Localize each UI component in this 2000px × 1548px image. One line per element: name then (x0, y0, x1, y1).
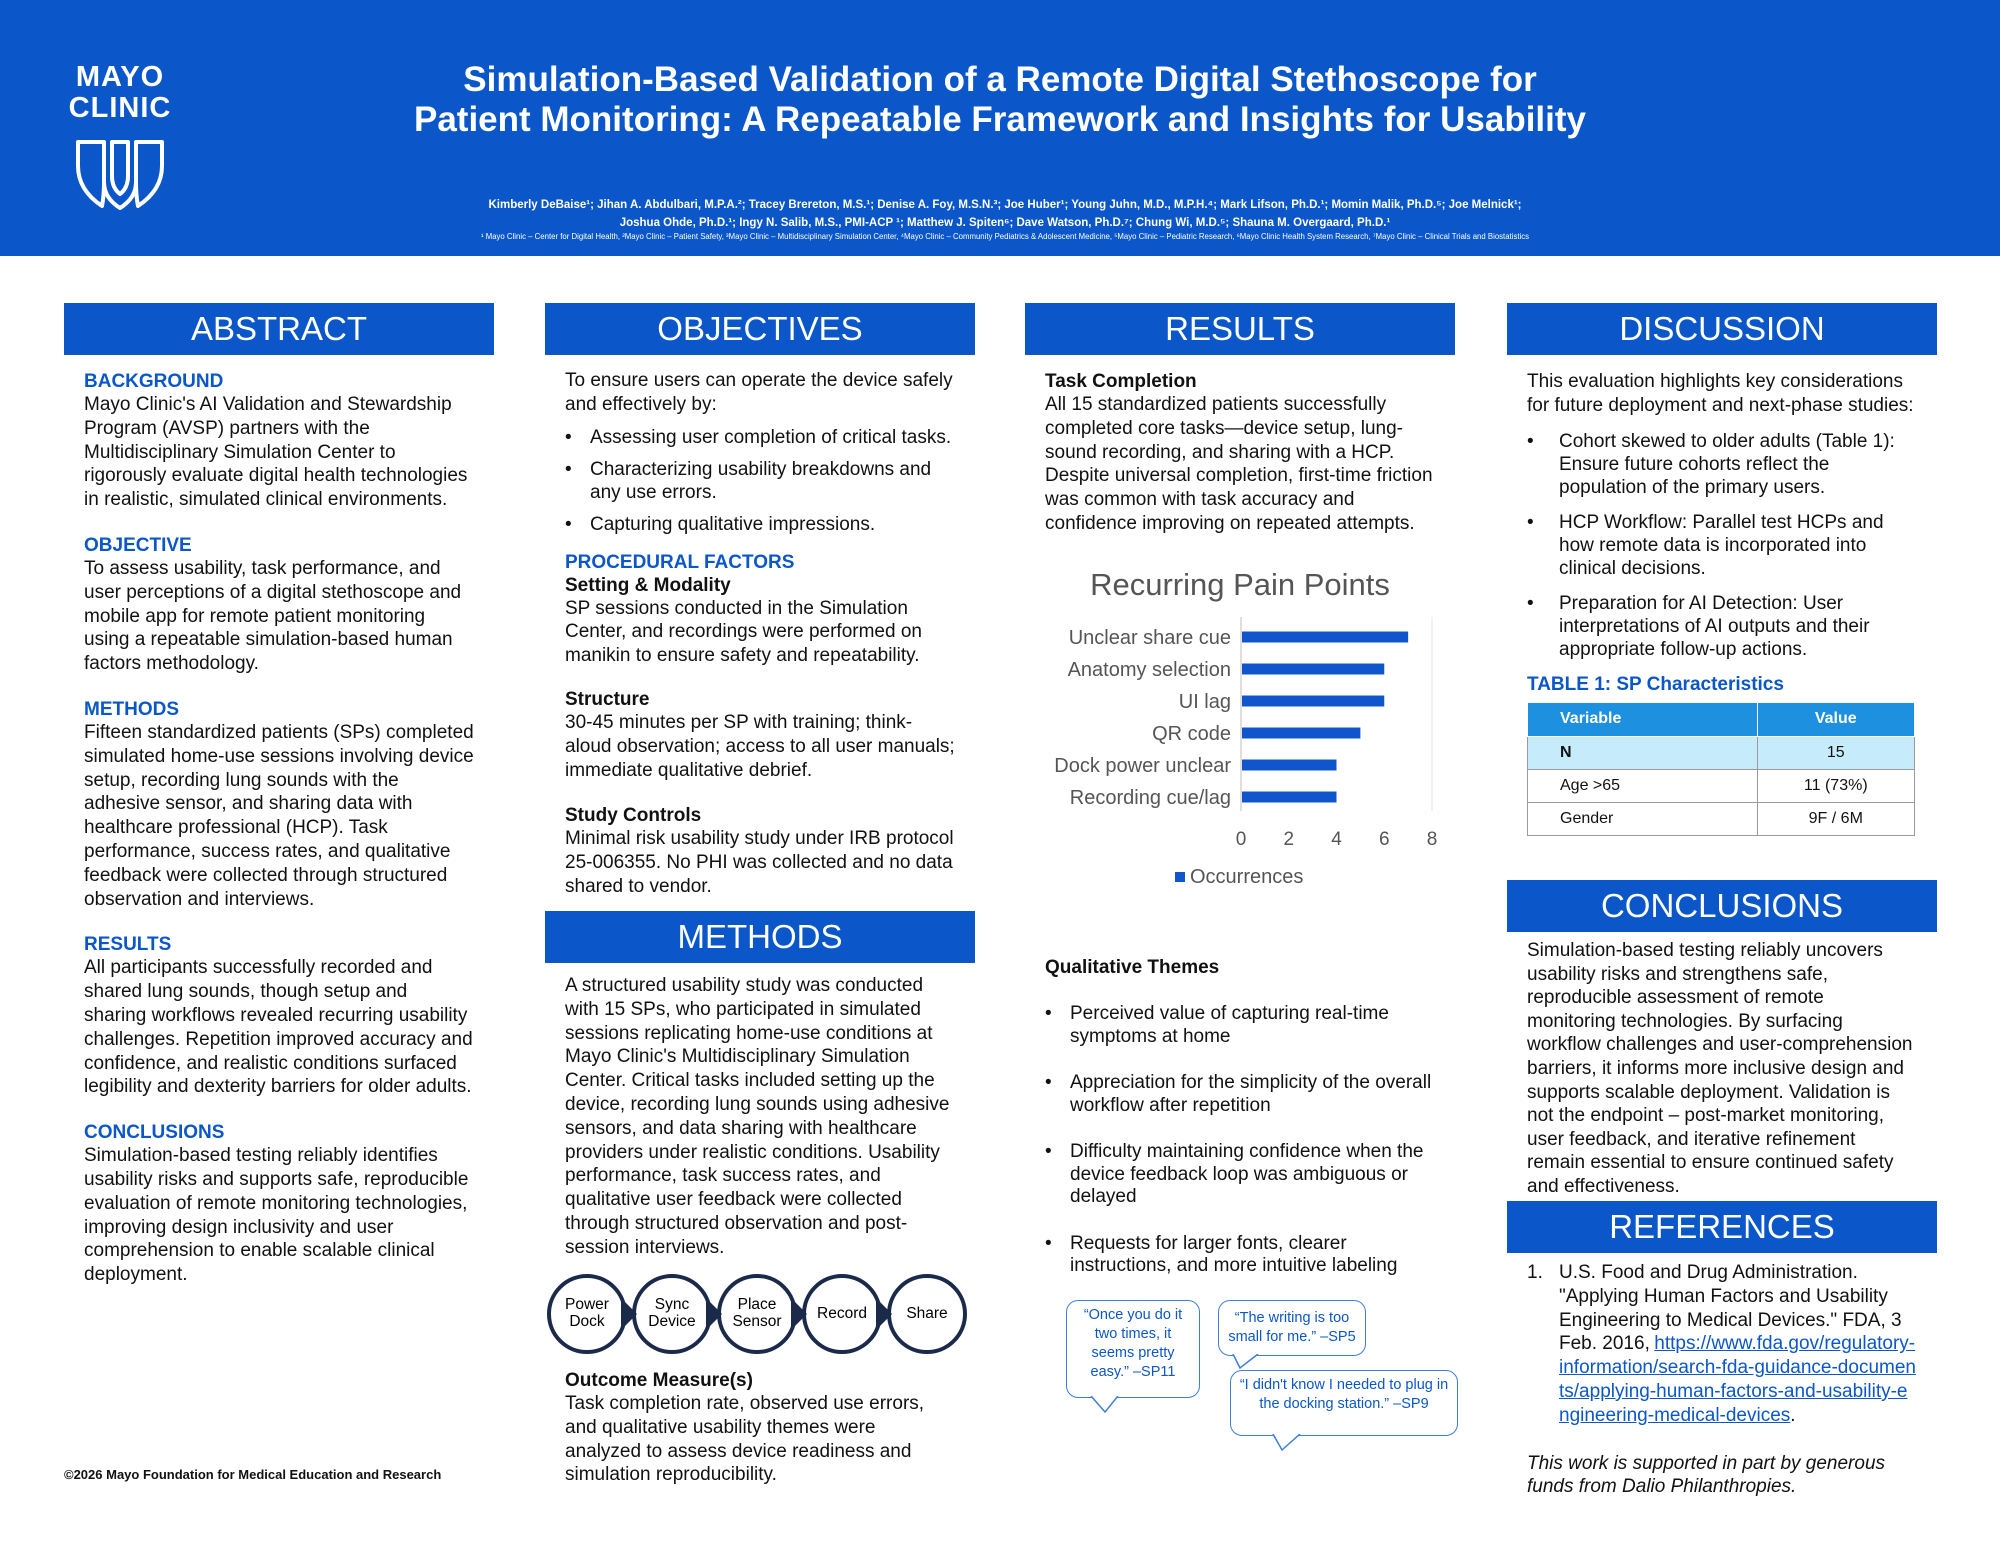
table-cell: Gender (1528, 802, 1758, 835)
legend-label: Occurrences (1190, 866, 1304, 888)
author-list (360, 196, 1650, 232)
legend-swatch (1175, 872, 1185, 882)
table-row (1528, 769, 1915, 802)
bar (1242, 696, 1384, 707)
references-heading: REFERENCES (1507, 1201, 1937, 1253)
quote-text: “The writing is too small for me.” –SP5 (1228, 1310, 1356, 1345)
category-label: UI lag (1178, 691, 1231, 713)
logo-line-2: CLINIC (68, 92, 172, 124)
category-label: QR code (1152, 723, 1231, 745)
category-label: Dock power unclear (1054, 755, 1231, 777)
category-label: Recording cue/lag (1069, 787, 1231, 809)
step-label: Dock (569, 1313, 605, 1330)
pain-points-chart (1025, 555, 1455, 905)
table-header-row (1528, 702, 1915, 736)
x-tick-label: 0 (1235, 829, 1247, 850)
task-completion-text: All 15 standardized patients successfully completed core tasks—device setup, lung-sound recording, and sharing with a HCP. Despite universal completion, first-time friction was common with task accuracy and confidence improving on repeated attempts. (1045, 394, 1433, 534)
structure-heading: Structure (565, 688, 650, 710)
authors-line-2: Joshua Ohde, Ph.D.¹; Ingy N. Salib, M.S., PMI-ACP ¹; Matthew J. Spiten⁶; Dave Watson, Ph.D.⁷; Chung Wi, M.D.⁵; Shauna M. Overgaard, Ph.D.¹ (619, 217, 1391, 229)
sp-characteristics-table (1527, 702, 1915, 836)
methods-text: Fifteen standardized patients (SPs) completed simulated home-use sessions involving device setup, recording lung sounds with the adhesive sensor, and sharing data with healthcare professional (HCP). Task performance, success rates, and qualitative feedback were collected through structured observation and interviews. (84, 721, 474, 910)
table-cell: 15 (1757, 736, 1914, 769)
abstract-heading: ABSTRACT (64, 303, 494, 355)
process-chain (545, 1270, 975, 1358)
bubble-tail (1090, 1396, 1120, 1414)
category-label: Anatomy selection (1067, 659, 1231, 681)
copyright: ©2026 Mayo Foundation for Medical Education and Research (64, 1467, 442, 1482)
objective-heading: OBJECTIVE (84, 534, 192, 556)
authors-line-1: Kimberly DeBaise¹; Jihan A. Abdulbari, M.P.A.²; Tracey Brereton, M.S.¹; Denise A. Foy, M.S.N.³; Joe Huber¹; Young Juhn, M.D., M.P.H.⁴; Mark Lifson, Ph.D.¹; Momin Malik, Ph.D.⁵; Joe Melnick¹; (488, 199, 1522, 211)
list-item: • HCP Workflow: Parallel test HCPs and how remote data is incorporated into clinical decisions. (1527, 511, 1917, 580)
list-item: • Capturing qualitative impressions. (565, 514, 955, 537)
objectives-intro: To ensure users can operate the device safely and effectively by: (565, 370, 953, 415)
conclusions-heading-bar: CONCLUSIONS (1507, 880, 1937, 932)
list-item: • Preparation for AI Detection: User interpretations of AI outputs and their appropriate follow-up actions. (1527, 592, 1917, 661)
table-cell: 9F / 6M (1757, 802, 1914, 835)
background-heading: BACKGROUND (84, 371, 224, 392)
setting-heading: Setting & Modality (565, 574, 731, 596)
step-label: Sync (654, 1296, 690, 1313)
step-label: Share (906, 1305, 948, 1322)
affiliations: ¹ Mayo Clinic – Center for Digital Health, ²Mayo Clinic – Patient Safety, ³Mayo Clinic – Multidisciplinary Simulation Center, ⁴Mayo Clinic – Community Pediatrics & Adolescent Medicine, ⁵Mayo Clinic – Pediatric Research, ⁶Mayo Clinic Health System Research, ⁷Mayo Clinic – Clinical Trials and Biostatistics (480, 232, 1530, 241)
outcome-text: Task completion rate, observed use errors, and qualitative usability themes were analyzed to assess device readiness and simulation reproducibility. (565, 1393, 925, 1486)
step-label: Record (817, 1305, 867, 1322)
outcome-heading: Outcome Measure(s) (565, 1370, 753, 1391)
discussion-intro: This evaluation highlights key considerations for future deployment and next-phase studies: (1527, 371, 1914, 416)
title-line-1: Simulation-Based Validation of a Remote Digital Stethoscope for (463, 60, 1537, 99)
discussion-column (1507, 303, 1937, 1543)
step-record (804, 1305, 880, 1322)
conclusions-body: Simulation-based testing reliably uncovers usability risks and strengthens safe, reproducible assessment of remote monitoring technologies. By surfacing workflow challenges and user-comprehension barriers, it informs more inclusive design and supports scalable deployment. Validation is not the endpoint – post-market monitoring, user feedback, and iterative refinement remain essential to ensure continued safety and effectiveness. (1527, 940, 1913, 1197)
bar (1242, 792, 1337, 803)
themes-list (1045, 1003, 1435, 1278)
table-header-cell: Value (1757, 702, 1914, 736)
list-item: • Difficulty maintaining confidence when the device feedback loop was ambiguous or delayed (1045, 1141, 1435, 1209)
step-label: Device (648, 1313, 696, 1330)
controls-heading: Study Controls (565, 805, 702, 827)
methods-section-heading: METHODS (545, 911, 975, 963)
step-power-dock (549, 1296, 625, 1330)
poster-header (0, 0, 2000, 256)
bar (1242, 632, 1408, 643)
pain-points-chart-svg (1025, 555, 1455, 905)
x-tick-label: 8 (1426, 829, 1438, 850)
list-item: • Assessing user completion of critical tasks. (565, 427, 955, 450)
logo-line-1: MAYO (75, 61, 165, 93)
quote-text: “I didn't know I needed to plug in the docking station.” –SP9 (1239, 1377, 1449, 1412)
title-line-2: Patient Monitoring: A Repeatable Framework and Insights for Usability (413, 100, 1586, 139)
category-label: Unclear share cue (1068, 627, 1231, 649)
support-note: This work is supported in part by generous funds from Dalio Philanthropies. (1527, 1452, 1886, 1498)
chart-title: Recurring Pain Points (1090, 567, 1390, 602)
mayo-clinic-logo (62, 62, 178, 212)
x-tick-label: 6 (1378, 829, 1390, 850)
methods-body: A structured usability study was conducted with 15 SPs, who participated in simulated sessions replicating home-use conditions at Mayo Clinic's Multidisciplinary Simulation Center. Critical tasks included setting up the device, recording lung sounds using adhesive sensors, and data sharing with healthcare providers under realistic conditions. Usability performance, task success rates, and qualitative user feedback were collected through structured observation and post-session interviews. (565, 975, 950, 1258)
list-item: • Cohort skewed to older adults (Table 1): Ensure future cohorts reflect the population of the primary users. (1527, 430, 1917, 499)
results-text: All participants successfully recorded and shared lung sounds, though setup and sharing workflows revealed recurring usability challenges. Repetition improved accuracy and confidence, and realistic conditions surfaced legibility and dexterity barriers for older adults. (84, 957, 473, 1098)
table-cell: N (1528, 736, 1758, 769)
reference-number: 1. (1527, 1262, 1543, 1283)
discussion-list (1527, 430, 1917, 661)
reference-item (1527, 1261, 1917, 1428)
results-heading: RESULTS (84, 934, 172, 956)
step-place-sensor (719, 1296, 795, 1330)
step-sync-device (634, 1296, 710, 1330)
structure-text: 30-45 minutes per SP with training; think-aloud observation; access to all user manuals; immediate qualitative debrief. (565, 711, 955, 781)
bar (1242, 728, 1360, 739)
poster-title (340, 60, 1660, 140)
bubble-tail (1272, 1434, 1302, 1452)
quote-bubble-sp5 (1218, 1300, 1366, 1356)
step-share (889, 1305, 965, 1322)
methods-heading: METHODS (84, 698, 179, 720)
background-text: Mayo Clinic's AI Validation and Stewardship Program (AVSP) partners with the Multidisciplinary Simulation Center to rigorously evaluate digital health technologies in realistic, simulated clinical environments. (84, 394, 468, 511)
reference-link[interactable]: https://www.fda.gov/regulatory-information/search-fda-guidance-documents/applying-human-factors-and-usability-engineering-medical-devices (1559, 1333, 1916, 1426)
reference-text: U.S. Food and Drug Administration. "Applying Human Factors and Usability Engineering to Medical Devices." FDA, 3 Feb. 2016, (1559, 1262, 1902, 1355)
reference-period: . (1790, 1404, 1796, 1426)
x-tick-label: 2 (1283, 829, 1295, 850)
step-label: Sensor (732, 1313, 782, 1330)
objectives-list (565, 427, 955, 537)
x-tick-label: 4 (1331, 829, 1342, 850)
step-label: Power (565, 1296, 609, 1313)
results-heading-bar: RESULTS (1025, 303, 1455, 355)
list-item: • Appreciation for the simplicity of the overall workflow after repetition (1045, 1072, 1435, 1117)
results-column (1025, 303, 1455, 536)
conclusions-heading: CONCLUSIONS (84, 1122, 225, 1144)
table-header-cell: Variable (1528, 702, 1758, 736)
objectives-heading: OBJECTIVES (545, 303, 975, 355)
table-row (1528, 802, 1915, 835)
step-label: Place (737, 1296, 777, 1313)
quote-bubble-sp9 (1230, 1370, 1458, 1436)
themes-block (1025, 956, 1455, 1278)
themes-heading: Qualitative Themes (1045, 957, 1220, 978)
procedural-heading: PROCEDURAL FACTORS (565, 551, 795, 573)
list-item: • Requests for larger fonts, clearer instructions, and more intuitive labeling (1045, 1233, 1435, 1278)
discussion-heading: DISCUSSION (1507, 303, 1937, 355)
quote-bubble-sp11 (1066, 1300, 1200, 1398)
objective-text: To assess usability, task performance, and user perceptions of a digital stethoscope and mobile app for remote patient monitoring using a repeatable simulation-based human factors methodology. (84, 557, 462, 675)
table-title: TABLE 1: SP Characteristics (1527, 673, 1784, 695)
controls-text: Minimal risk usability study under IRB protocol 25-006355. No PHI was collected and no data shared to vendor. (565, 828, 954, 897)
setting-text: SP sessions conducted in the Simulation Center, and recordings were performed on manikin to ensure safety and repeatability. (565, 597, 922, 667)
bar (1242, 760, 1337, 771)
task-completion-heading: Task Completion (1045, 371, 1197, 392)
quote-text: “Once you do it two times, it seems pretty easy.” –SP11 (1083, 1307, 1183, 1380)
table-cell: Age >65 (1528, 769, 1758, 802)
list-item: • Perceived value of capturing real-time symptoms at home (1045, 1003, 1435, 1048)
bubble-tail (1232, 1354, 1260, 1370)
abstract-column (64, 303, 494, 1287)
table-row (1528, 736, 1915, 769)
conclusions-text: Simulation-based testing reliably identifies usability risks and supports safe, reproducible evaluation of remote monitoring technologies, improving design inclusivity and user comprehension to enable scalable clinical deployment. (84, 1145, 469, 1286)
table-cell: 11 (73%) (1757, 769, 1914, 802)
shield-icon (74, 136, 166, 212)
bar (1242, 664, 1384, 675)
list-item: • Characterizing usability breakdowns and any use errors. (565, 459, 955, 504)
